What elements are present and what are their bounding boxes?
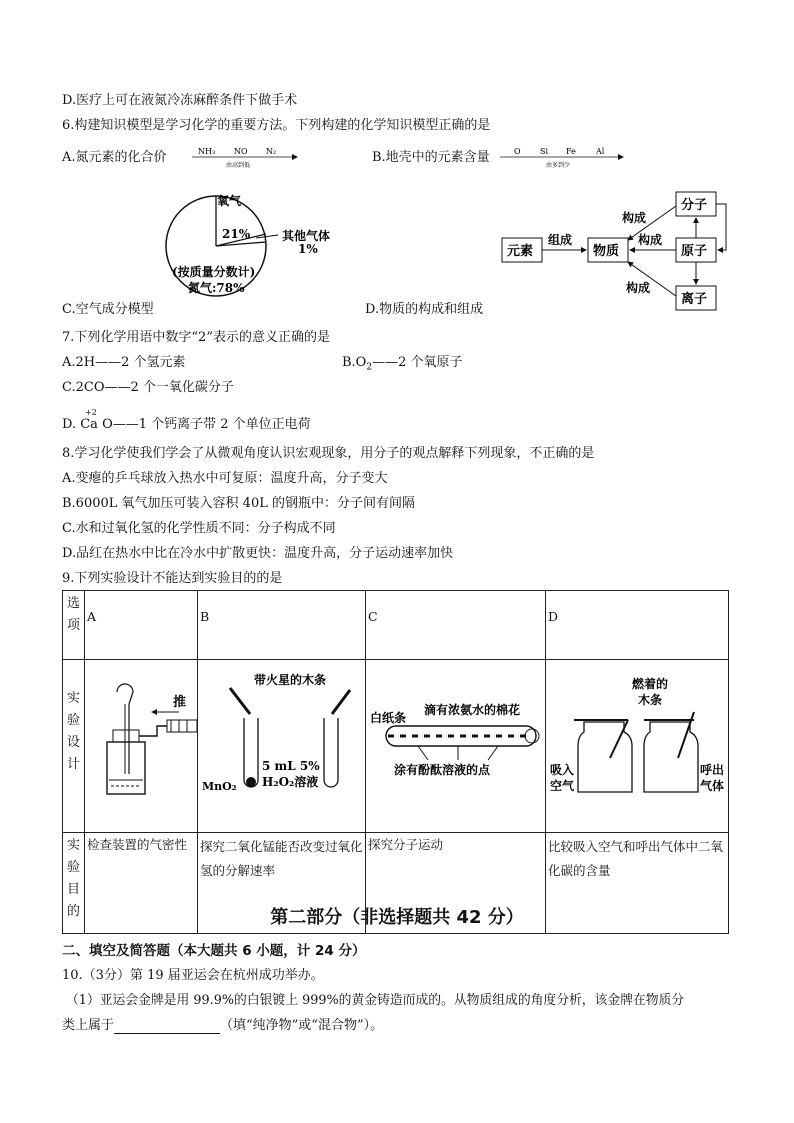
q10-sub1-line2: 类上属于 （填“纯净物”或“混合物”）。: [62, 1018, 384, 1033]
svg-text:滴有浓氨水的棉花: 滴有浓氨水的棉花: [424, 703, 521, 717]
q9-design-c: [366, 660, 546, 833]
q6-a-item: NH₃: [198, 147, 216, 156]
q6-a-item: NO: [234, 147, 248, 156]
q9-aim-c: 探究分子运动: [366, 833, 546, 934]
q6-b-item: Si: [540, 147, 549, 156]
q6-a-arrow-diagram: [192, 145, 300, 171]
q9-option-a: A: [85, 591, 198, 660]
model-constitute-label: 构成: [622, 211, 647, 225]
q6-option-a-label: A.氮元素的化合价: [62, 150, 167, 165]
q9-design-a: [85, 660, 198, 833]
q9-aim-a: 检查装置的气密性: [85, 833, 198, 934]
model-substance: 物质: [593, 244, 620, 259]
svg-text:木条: 木条: [638, 693, 663, 707]
q9-table: [62, 590, 729, 934]
q6-stem: 6.构建知识模型是学习化学的重要方法。下列构建的化学知识模型正确的是: [62, 118, 491, 133]
arrow-molecule-atom: [716, 204, 726, 250]
answer-blank[interactable]: [114, 1020, 220, 1034]
push-label: 推: [173, 695, 187, 710]
pie-other-pct: 1%: [298, 242, 318, 256]
q8-stem: 8.学习化学使我们学会了从微观角度认识宏观现象，用分子的观点解释下列现象，不正确的是: [62, 446, 595, 461]
svg-text:带火星的木条: 带火星的木条: [254, 673, 327, 687]
q8-option-a: A.变瘪的乒乓球放入热水中可复原：温度升高，分子变大: [62, 471, 388, 486]
q6-option-b-label: B.地壳中的元素含量: [372, 150, 490, 165]
svg-text:白纸条: 白纸条: [370, 711, 407, 725]
q9-design-d: [546, 660, 729, 833]
svg-text:H₂O₂溶液: H₂O₂溶液: [262, 775, 319, 789]
svg-text:呼出: 呼出: [700, 763, 725, 777]
h2o2-tubes-figure: [200, 662, 368, 804]
q9-design-b: [198, 660, 366, 833]
q9-option-c: C: [366, 591, 546, 660]
part2-title: 第二部分（非选择题共 42 分）: [270, 907, 524, 928]
pie-note: (按质量分数计): [172, 265, 256, 279]
q9-option-d: D: [546, 591, 729, 660]
q9-aim-b: 探究二氧化锰能否改变过氧化氢的分解速率: [198, 833, 366, 934]
model-molecule: 分子: [681, 198, 708, 213]
q6-b-item: Al: [596, 147, 605, 156]
q6-b-item: Fe: [566, 147, 576, 156]
q6-b-arrow-diagram: [500, 145, 626, 171]
q6-a-item: N₂: [266, 147, 277, 156]
model-ion: 离子: [681, 292, 708, 307]
q8-option-b: B.6000L 氧气加压可装入容积 40L 的钢瓶中：分子间有间隔: [62, 496, 415, 511]
q9-head-aim: 实 验 目 的: [63, 833, 85, 934]
arrow-head-icon: [292, 154, 298, 160]
q6-a-arrow-note: 由高到低: [226, 162, 251, 169]
ammonia-tube-figure: [368, 662, 548, 804]
q7-option-d: D. Ca O——1 个钙离子带 2 个单位正电荷: [62, 417, 311, 432]
model-constitute-label: 构成: [638, 233, 663, 247]
svg-text:吸入: 吸入: [550, 763, 575, 777]
q7-option-b: $B.O_2——2$ 个氧原子: [342, 355, 463, 373]
q5-option-d: D.医疗上可在液氮冷冻麻醉条件下做手术: [62, 93, 298, 108]
q10-sub1-line1: （1）亚运会金牌是用 99.9%的白银镀上 999%的黄金铸造而成的。从物质组成的角度分析，该金牌在物质分: [66, 993, 685, 1008]
svg-text:5 mL 5%: 5 mL 5%: [262, 759, 320, 773]
q9-aim-d: 比较吸入空气和呼出气体中二氧化碳的含量: [546, 833, 729, 934]
q9-stem: 9.下列实验设计不能达到实验目的的是: [62, 571, 283, 586]
q8-option-d: D.品红在热水中比在冷水中扩散更快：温度升高，分子运动速率加快: [62, 546, 454, 561]
model-atom: 原子: [681, 244, 708, 259]
model-compose-label: 组成: [548, 233, 573, 247]
q9-option-b: B: [198, 591, 366, 660]
q7-option-c: C.2CO——2 个一氧化碳分子: [62, 380, 234, 395]
gas-bottles-figure: [548, 662, 731, 804]
model-element: 元素: [507, 244, 534, 259]
q8-option-c: C.水和过氧化氢的化学性质不同：分子构成不同: [62, 521, 336, 536]
pie-nitrogen: 氮气:78%: [188, 281, 245, 295]
svg-text:空气: 空气: [550, 779, 575, 793]
q9-head-option: 选 项: [63, 591, 85, 660]
q9-design-row: [63, 660, 729, 833]
q6-d-substance-model: [500, 188, 730, 313]
pie-oxygen-pct: 21%: [222, 227, 251, 241]
arrow-head-icon: [618, 154, 624, 160]
q7-d-charge-sup: +2: [85, 408, 97, 417]
q6-b-arrow-note: 由多到少: [546, 162, 571, 169]
airtight-apparatus-figure: [87, 662, 200, 804]
q9-head-design: 实 验 设 计: [63, 660, 85, 833]
svg-text:燃着的: 燃着的: [632, 677, 669, 691]
q6-b-item: O: [514, 147, 521, 156]
svg-text:MnO₂: MnO₂: [202, 780, 237, 793]
q7-stem: 7.下列化学用语中数字“2”表示的意义正确的是: [62, 330, 330, 345]
pie-other-label: 其他气体: [282, 229, 331, 243]
q6-option-d-label: D.物质的构成和组成: [365, 302, 484, 317]
svg-text:气体: 气体: [700, 779, 725, 793]
pie-oxygen-label: 氧气: [217, 194, 242, 208]
q9-header-row: [63, 591, 729, 660]
q10-stem: 10.（3分）第 19 届亚运会在杭州成功举办。: [62, 968, 324, 983]
section2-title: 二、填空及简答题（本大题共 6 小题，计 24 分）: [62, 943, 366, 959]
svg-text:涂有酚酞溶液的点: 涂有酚酞溶液的点: [394, 763, 491, 777]
model-constitute-label: 构成: [626, 281, 651, 295]
q6-c-air-pie: [160, 190, 360, 310]
q6-option-c-label: C.空气成分模型: [62, 302, 154, 317]
q7-option-a: A.2H——2 个氢元素: [62, 355, 186, 370]
